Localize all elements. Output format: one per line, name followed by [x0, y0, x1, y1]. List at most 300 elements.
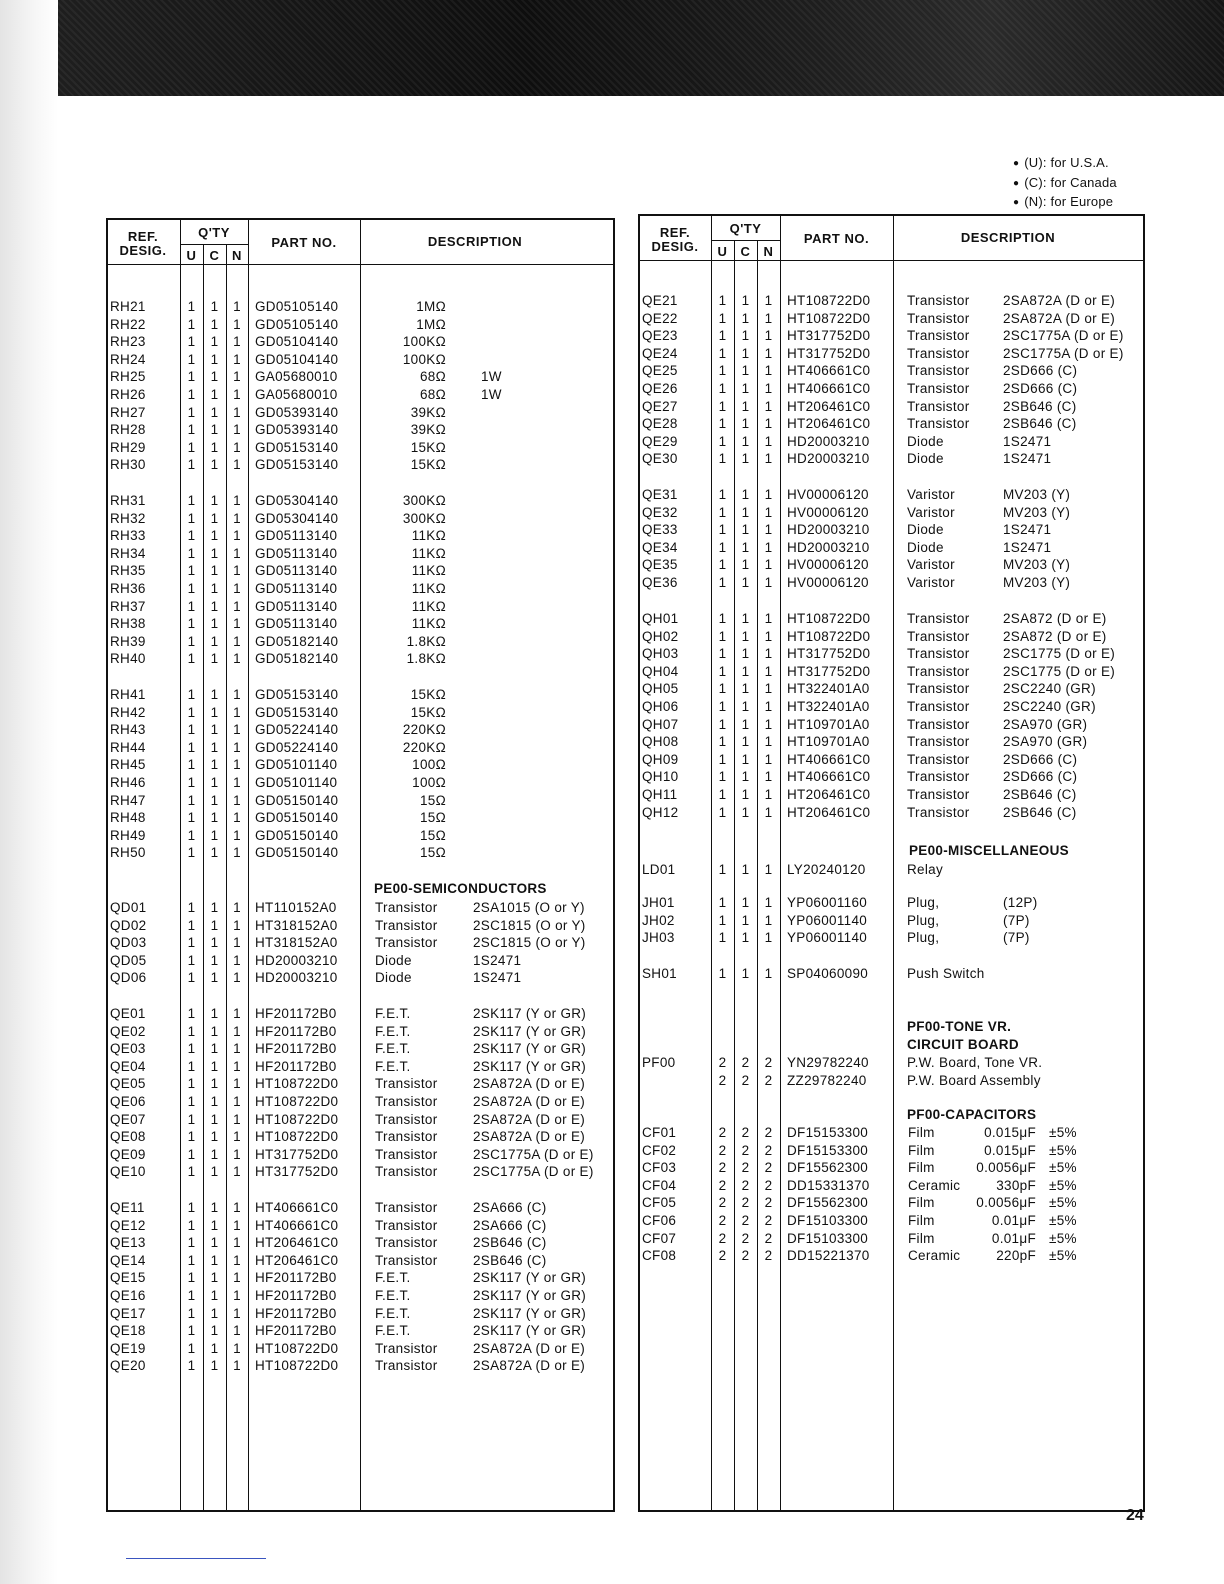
part-no-cell: HT317752D0: [255, 1146, 339, 1162]
qty-c-cell: 1: [210, 1164, 219, 1180]
ref-desig-cell: QE01: [110, 1006, 146, 1021]
part-no-cell: HT109701A0: [787, 734, 870, 750]
description-spec-cell: 1S2471: [1003, 539, 1052, 555]
description-spec-cell: 2SK117 (Y or GR): [473, 1287, 587, 1303]
qty-n: [226, 1199, 248, 1375]
ref-desig-cell: QH10: [642, 769, 679, 785]
qty-u-cell: 1: [718, 628, 727, 644]
qty-n: [757, 965, 780, 983]
ref-desig-cell: QH02: [642, 628, 679, 644]
ref-desig: [642, 894, 708, 947]
qty-c-cell: 1: [741, 293, 750, 308]
part-no-cell: HT406661C0: [255, 1200, 339, 1215]
ref-desig-cell: QD03: [110, 935, 147, 951]
qty-c-cell: 1: [210, 422, 219, 438]
qty-n-cell: 1: [233, 386, 241, 402]
qty-c-cell: 1: [741, 734, 750, 750]
header-rule-right: [638, 260, 1145, 261]
ref-desig-cell: RH24: [110, 351, 146, 367]
qty-u-cell: 1: [187, 1111, 196, 1127]
qty-header: Q'TY: [729, 221, 762, 236]
part-no-cell: HT318152A0: [255, 917, 338, 933]
qty-n-cell: 1: [233, 334, 241, 350]
part-no-cell: GD05101140: [255, 774, 338, 790]
qty-u-cell: 1: [187, 722, 196, 738]
qty-n-cell: 1: [764, 895, 773, 910]
resistance-value-cell: 11KΩ: [411, 616, 446, 632]
qty-c-cell: 1: [741, 895, 750, 910]
qty-c-cell: 1: [741, 557, 750, 573]
ref-desig-cell: QE32: [642, 504, 678, 520]
part-no-cell: GD05153140: [255, 457, 339, 473]
ref-desig-cell: QE31: [642, 487, 678, 502]
qty-n-cell: 1: [764, 912, 773, 928]
qty-u-cell: 1: [187, 792, 196, 808]
ref-desig-cell: JH03: [642, 930, 675, 946]
qty-n: [757, 292, 780, 468]
qty-n-cell: 1: [233, 369, 241, 385]
qty-c-cell: 1: [741, 751, 750, 767]
ref-desig-cell: QE10: [110, 1164, 146, 1180]
qty-u-cell: 2: [718, 1125, 727, 1140]
description-spec: [1003, 610, 1145, 821]
qty-n-cell: 1: [764, 539, 773, 555]
part-no-cell: HV00006120: [787, 504, 869, 520]
part-no-cell: GD05105140: [255, 316, 339, 332]
wattage-cell: [481, 351, 521, 369]
description-spec: [1003, 486, 1145, 592]
description-spec-cell: 2SC1775A (D or E): [473, 1146, 594, 1162]
qty-n-cell: 1: [233, 1287, 241, 1303]
qty-c-cell: 1: [210, 439, 219, 455]
part-no-cell: HF201172B0: [255, 1058, 337, 1074]
resistance-value-cell: 39KΩ: [410, 422, 446, 438]
qty-c-cell: 1: [210, 739, 219, 755]
qty-n-cell: 1: [764, 398, 773, 414]
qty-n-cell: 1: [233, 1235, 241, 1251]
qty-n: [757, 610, 780, 821]
ref-header: REF. DESIG.: [651, 225, 699, 254]
description-spec-cell: 2SK117 (Y or GR): [473, 1305, 587, 1321]
qty-u-cell: 1: [187, 1305, 196, 1321]
description-spec-cell: 2SB646 (C): [1003, 786, 1077, 802]
qty-u-cell: 1: [718, 786, 727, 802]
resistance-value-cell: 15KΩ: [410, 687, 446, 702]
description-spec-cell: MV203 (Y): [1003, 557, 1071, 573]
description-spec-cell: 1S2471: [1003, 451, 1052, 467]
col-rule: [780, 214, 781, 1512]
part-no-cell: HT322401A0: [787, 698, 870, 714]
qty-n-cell: 1: [233, 792, 241, 808]
qty-c-cell: 1: [741, 628, 750, 644]
qty-c: [203, 298, 226, 474]
ref-desig-cell: QE21: [642, 293, 678, 308]
part-no-cell: GA05680010: [255, 369, 338, 385]
description-type-cell: Transistor: [907, 310, 970, 326]
ref-desig-cell: QH07: [642, 716, 679, 732]
footer-rule: [126, 1558, 266, 1559]
qty-n-cell: 1: [764, 380, 773, 396]
qty-c-cell: 1: [210, 1217, 219, 1233]
qty-c-cell: 1: [210, 563, 219, 579]
description-spec-cell: 2SA666 (C): [473, 1217, 547, 1233]
resistance-value-cell: 15KΩ: [410, 704, 446, 720]
part-no-cell: HF201172B0: [255, 1305, 337, 1321]
qty-c-cell: 1: [210, 528, 219, 544]
wattage-cell: [481, 756, 521, 774]
description-spec-cell: 2SA970 (GR): [1003, 734, 1088, 750]
ref-desig-cell: QE06: [110, 1093, 146, 1109]
qty-u-cell: 1: [718, 611, 727, 626]
ref-desig-cell: QE33: [642, 522, 678, 538]
qty-n-cell: 1: [233, 545, 241, 561]
part-no-cell: HT108722D0: [255, 1111, 339, 1127]
ref-desig-cell: QE29: [642, 433, 678, 449]
ref-desig-cell: RH29: [110, 439, 146, 455]
ref-desig-cell: RH48: [110, 810, 146, 826]
ref-desig-cell: QH11: [642, 786, 678, 802]
qty-c-cell: 1: [210, 651, 219, 667]
qty-c-cell: 1: [210, 1058, 219, 1074]
qty-u-cell: 1: [718, 734, 727, 750]
scan-edge-shadow: [0, 0, 58, 1584]
qty-n-cell: 1: [233, 1323, 241, 1339]
ref-desig-cell: RH31: [110, 493, 146, 508]
wattage-cell: [481, 633, 521, 651]
part-no-cell: HF201172B0: [255, 1041, 337, 1057]
wattage-cell: [481, 404, 521, 422]
qty-u-cell: 1: [187, 1093, 196, 1109]
ref-desig: [642, 1124, 708, 1265]
description-spec-cell: 2SB646 (C): [1003, 416, 1077, 432]
description-spec-cell: 2SA872A (D or E): [473, 1076, 586, 1092]
qty-n-cell: 1: [233, 563, 241, 579]
qty-n-cell: 1: [233, 722, 241, 738]
qty-u: [711, 486, 734, 592]
ref-desig-cell: QE08: [110, 1129, 146, 1145]
qty-u-cell: 1: [187, 757, 196, 773]
wattage-cell: [481, 704, 521, 722]
description-spec-cell: 2SA666 (C): [473, 1200, 547, 1215]
qty-c: [203, 686, 226, 862]
part-no: [787, 861, 891, 879]
region-legend: [1013, 154, 1117, 213]
part-no-cell: HT108722D0: [255, 1340, 339, 1356]
ref-desig-cell: QE03: [110, 1041, 146, 1057]
part-no-cell: GD05105140: [255, 299, 339, 314]
qty-u-cell: 1: [187, 952, 196, 968]
qty-c-cell: 1: [210, 633, 219, 649]
part-no-cell: HD20003210: [787, 451, 870, 467]
ref-desig-cell: RH21: [110, 299, 146, 314]
cap-tolerance: [1049, 1124, 1089, 1265]
resistance-value-cell: 11KΩ: [411, 563, 446, 579]
cap-value: [950, 1124, 1036, 1265]
qty-c-cell: 1: [741, 862, 750, 877]
ref-desig-cell: QH06: [642, 698, 679, 714]
resistance-value-cell: 15Ω: [419, 845, 446, 861]
part-no-cell: HF201172B0: [255, 1270, 337, 1286]
part-no-cell: GD05304140: [255, 493, 339, 508]
ref-desig: [110, 298, 176, 474]
part-no-cell: HD20003210: [787, 539, 870, 555]
part-no-cell: HT406661C0: [787, 751, 871, 767]
ref-desig: [642, 486, 708, 592]
description-spec: [473, 1005, 613, 1181]
ref-desig-cell: RH36: [110, 580, 146, 596]
part-no-cell: HD20003210: [787, 433, 870, 449]
ref-desig-cell: RH47: [110, 792, 146, 808]
qty-u-cell: 1: [718, 345, 727, 361]
qty-n-cell: 1: [764, 433, 773, 449]
qty-c-cell: 1: [741, 912, 750, 928]
ref-desig-cell: RH44: [110, 739, 146, 755]
qty-c-cell: 1: [210, 1270, 219, 1286]
description-spec-cell: 2SA872 (D or E): [1003, 628, 1107, 644]
description-header: DESCRIPTION: [960, 230, 1056, 245]
description-spec: [1003, 965, 1145, 983]
description-type-cell: Relay: [907, 862, 944, 877]
wattage-cell: [481, 439, 521, 457]
ref-desig-cell: CF08: [642, 1248, 677, 1264]
part-no-cell: HF201172B0: [255, 1023, 337, 1039]
description-spec-cell: 2SD666 (C): [1003, 363, 1078, 379]
part-no-cell: HT206461C0: [787, 416, 871, 432]
ref-desig: [110, 1199, 176, 1375]
qty-n-cell: 1: [233, 1270, 241, 1286]
cap-value-cell: 0.0056μF: [976, 1195, 1036, 1211]
wattage: [481, 298, 521, 474]
cap-tolerance-cell: ±5%: [1049, 1212, 1077, 1228]
qty-u-cell: 1: [187, 845, 196, 861]
qty-u-cell: 2: [718, 1230, 727, 1246]
part-no: [255, 298, 359, 474]
qty-n-cell: 1: [764, 734, 773, 750]
qty-u-cell: 1: [187, 457, 196, 473]
ref-desig-cell: QD06: [110, 970, 147, 986]
ref-desig-cell: QE11: [110, 1200, 145, 1215]
cap-type-cell: Film: [908, 1230, 935, 1246]
wattage-cell: [481, 598, 521, 616]
qty-u-cell: 1: [187, 493, 196, 508]
resistance-value-cell: 300KΩ: [402, 510, 446, 526]
description-spec-cell: 2SC1775 (D or E): [1003, 663, 1116, 679]
ref-desig: [642, 861, 708, 879]
resistance-value-cell: 11KΩ: [411, 598, 446, 614]
qty-n-cell: 2: [764, 1230, 773, 1246]
qty-c-cell: 1: [210, 386, 219, 402]
qty-c-header: C: [740, 244, 751, 259]
wattage-cell: [481, 844, 521, 862]
qty-u-cell: 1: [187, 1217, 196, 1233]
part-no: [787, 894, 891, 947]
description-spec: [1003, 861, 1145, 879]
ref-desig-cell: RH45: [110, 757, 146, 773]
qty-n-cell: 1: [233, 1041, 241, 1057]
part-no-cell: HT406661C0: [787, 769, 871, 785]
qty-u-cell: 1: [187, 422, 196, 438]
qty-u-cell: 1: [718, 966, 727, 981]
part-no-cell: HT108722D0: [255, 1129, 339, 1145]
qty-c-cell: 1: [210, 952, 219, 968]
qty-n: [226, 1005, 248, 1181]
ref-desig-cell: QE35: [642, 557, 678, 573]
part-no-cell: YN29782240: [787, 1055, 869, 1070]
part-no-cell: GD05393140: [255, 404, 339, 420]
qty-c: [734, 1054, 757, 1089]
qty-n-cell: 1: [233, 299, 241, 314]
description-type-cell: Transistor: [375, 1129, 438, 1145]
qty-n-cell: 1: [233, 917, 241, 933]
description-spec-cell: 2SK117 (Y or GR): [473, 1058, 587, 1074]
part-no-cell: GD05304140: [255, 510, 339, 526]
qty-c-cell: 1: [210, 598, 219, 614]
qty-n-cell: 1: [233, 651, 241, 667]
wattage-cell: [481, 333, 521, 351]
resistance-value-cell: 15Ω: [419, 810, 446, 826]
qty-c-cell: 1: [210, 935, 219, 951]
ref-desig-cell: QH04: [642, 663, 679, 679]
wattage-cell: [481, 792, 521, 810]
wattage-cell: [481, 510, 521, 528]
ref-desig-cell: QE24: [642, 345, 678, 361]
description-spec-cell: 2SC1775A (D or E): [473, 1164, 594, 1180]
qty-n-cell: 1: [233, 1358, 241, 1374]
col-rule: [248, 218, 249, 1512]
qty-c-cell: 1: [210, 1023, 219, 1039]
ref-desig-cell: QE34: [642, 539, 678, 555]
qty-rule-right: [711, 240, 780, 241]
description-type-cell: Diode: [907, 451, 944, 467]
qty-n-cell: 2: [764, 1212, 773, 1228]
ref-desig-cell: RH50: [110, 845, 146, 861]
description-type-cell: Transistor: [375, 917, 438, 933]
qty-n-cell: 2: [764, 1248, 773, 1264]
qty-c-cell: 1: [741, 345, 750, 361]
qty-n-cell: 1: [233, 900, 241, 915]
qty-c: [734, 486, 757, 592]
qty-c-cell: 1: [210, 757, 219, 773]
qty-n-cell: 1: [764, 681, 773, 697]
qty-c-cell: 2: [741, 1142, 750, 1158]
cap-tolerance-cell: ±5%: [1049, 1230, 1077, 1246]
ref-desig-cell: RH33: [110, 528, 146, 544]
description-spec-cell: 2SB646 (C): [1003, 804, 1077, 820]
qty-c: [734, 292, 757, 468]
ref-desig-cell: SH01: [642, 966, 677, 981]
ref-header: REF. DESIG.: [119, 229, 167, 258]
qty-n-cell: 2: [764, 1142, 773, 1158]
qty-u-cell: 1: [187, 1023, 196, 1039]
part-no-cell: YP06001140: [787, 930, 868, 946]
cap-tolerance-cell: ±5%: [1049, 1142, 1077, 1158]
qty-c-cell: 1: [210, 404, 219, 420]
description-spec: [473, 1199, 613, 1375]
part-no-cell: HF201172B0: [255, 1323, 337, 1339]
description-type-cell: Transistor: [375, 1358, 438, 1374]
qty-n-cell: 1: [764, 966, 773, 981]
ref-desig: [110, 492, 176, 668]
ref-desig-cell: RH30: [110, 457, 146, 473]
description-spec-cell: MV203 (Y): [1003, 487, 1071, 502]
resistance-value-cell: 15Ω: [419, 792, 446, 808]
qty-u-cell: 1: [718, 293, 727, 308]
part-no-cell: HD20003210: [255, 952, 338, 968]
qty-c-cell: 1: [741, 769, 750, 785]
description-spec-cell: (7P): [1003, 930, 1030, 946]
wattage-cell: [481, 316, 521, 334]
cap-tolerance-cell: ±5%: [1049, 1177, 1077, 1193]
wattage-cell: [481, 298, 521, 316]
description-spec-cell: 2SB646 (C): [1003, 398, 1077, 414]
part-no-cell: GD05182140: [255, 633, 339, 649]
qty-c-cell: 1: [210, 1235, 219, 1251]
part-no-cell: HT206461C0: [255, 1235, 339, 1251]
description-type-cell: Push Switch: [907, 966, 985, 981]
part-no-cell: GD05150140: [255, 827, 339, 843]
description-spec-cell: 2SC2240 (GR): [1003, 698, 1096, 714]
description-spec-cell: 2SC2240 (GR): [1003, 681, 1096, 697]
resistance-value-cell: 11KΩ: [411, 580, 446, 596]
description-header: DESCRIPTION: [427, 234, 523, 249]
description-spec: [473, 899, 613, 987]
description-spec: [1003, 894, 1145, 947]
qty-c-cell: 1: [210, 299, 219, 314]
wattage-cell: [481, 562, 521, 580]
wattage-cell: [481, 827, 521, 845]
part-no: [787, 486, 891, 592]
ref-desig-cell: QD02: [110, 917, 147, 933]
ref-desig-cell: JH01: [642, 895, 675, 910]
resistance-value-cell: 15KΩ: [410, 457, 446, 473]
cap-value-cell: 0.01μF: [991, 1230, 1036, 1246]
description-type-cell: Transistor: [907, 416, 970, 432]
qty-n-cell: 1: [233, 687, 241, 702]
part-no-cell: DF15562300: [787, 1160, 869, 1176]
qty-n-cell: 1: [233, 1111, 241, 1127]
part-no-cell: ZZ29782240: [787, 1072, 867, 1088]
description-type-cell: Transistor: [907, 681, 970, 697]
qty-u-cell: 1: [718, 557, 727, 573]
part-no: [255, 1199, 359, 1375]
qty-c-cell: 1: [210, 845, 219, 861]
qty-c-cell: 1: [210, 900, 219, 915]
wattage-cell: [481, 527, 521, 545]
qty-u-cell: 1: [718, 862, 727, 877]
part-no-cell: HT108722D0: [255, 1358, 339, 1374]
ref-desig: [642, 292, 708, 468]
qty-c-cell: 1: [210, 1111, 219, 1127]
qty-u-cell: 1: [718, 698, 727, 714]
qty-n-cell: 1: [233, 1023, 241, 1039]
qty-u: [711, 1054, 734, 1089]
qty-n-cell: 1: [233, 439, 241, 455]
part-no-cell: HT406661C0: [787, 363, 871, 379]
part-no-cell: SP04060090: [787, 966, 869, 981]
description-spec-cell: 2SK117 (Y or GR): [473, 1006, 587, 1021]
qty-c-cell: 1: [741, 716, 750, 732]
qty-c-cell: 1: [210, 334, 219, 350]
ref-desig: [642, 610, 708, 821]
qty-u-cell: 1: [187, 1358, 196, 1374]
description-spec: [1003, 1054, 1145, 1089]
description-spec-cell: (7P): [1003, 912, 1030, 928]
qty-u-cell: 1: [187, 299, 196, 314]
part-no-cell: LY20240120: [787, 862, 866, 877]
qty-n-cell: 2: [764, 1055, 773, 1070]
qty-c-cell: 1: [741, 504, 750, 520]
description-spec-cell: 2SD666 (C): [1003, 380, 1078, 396]
